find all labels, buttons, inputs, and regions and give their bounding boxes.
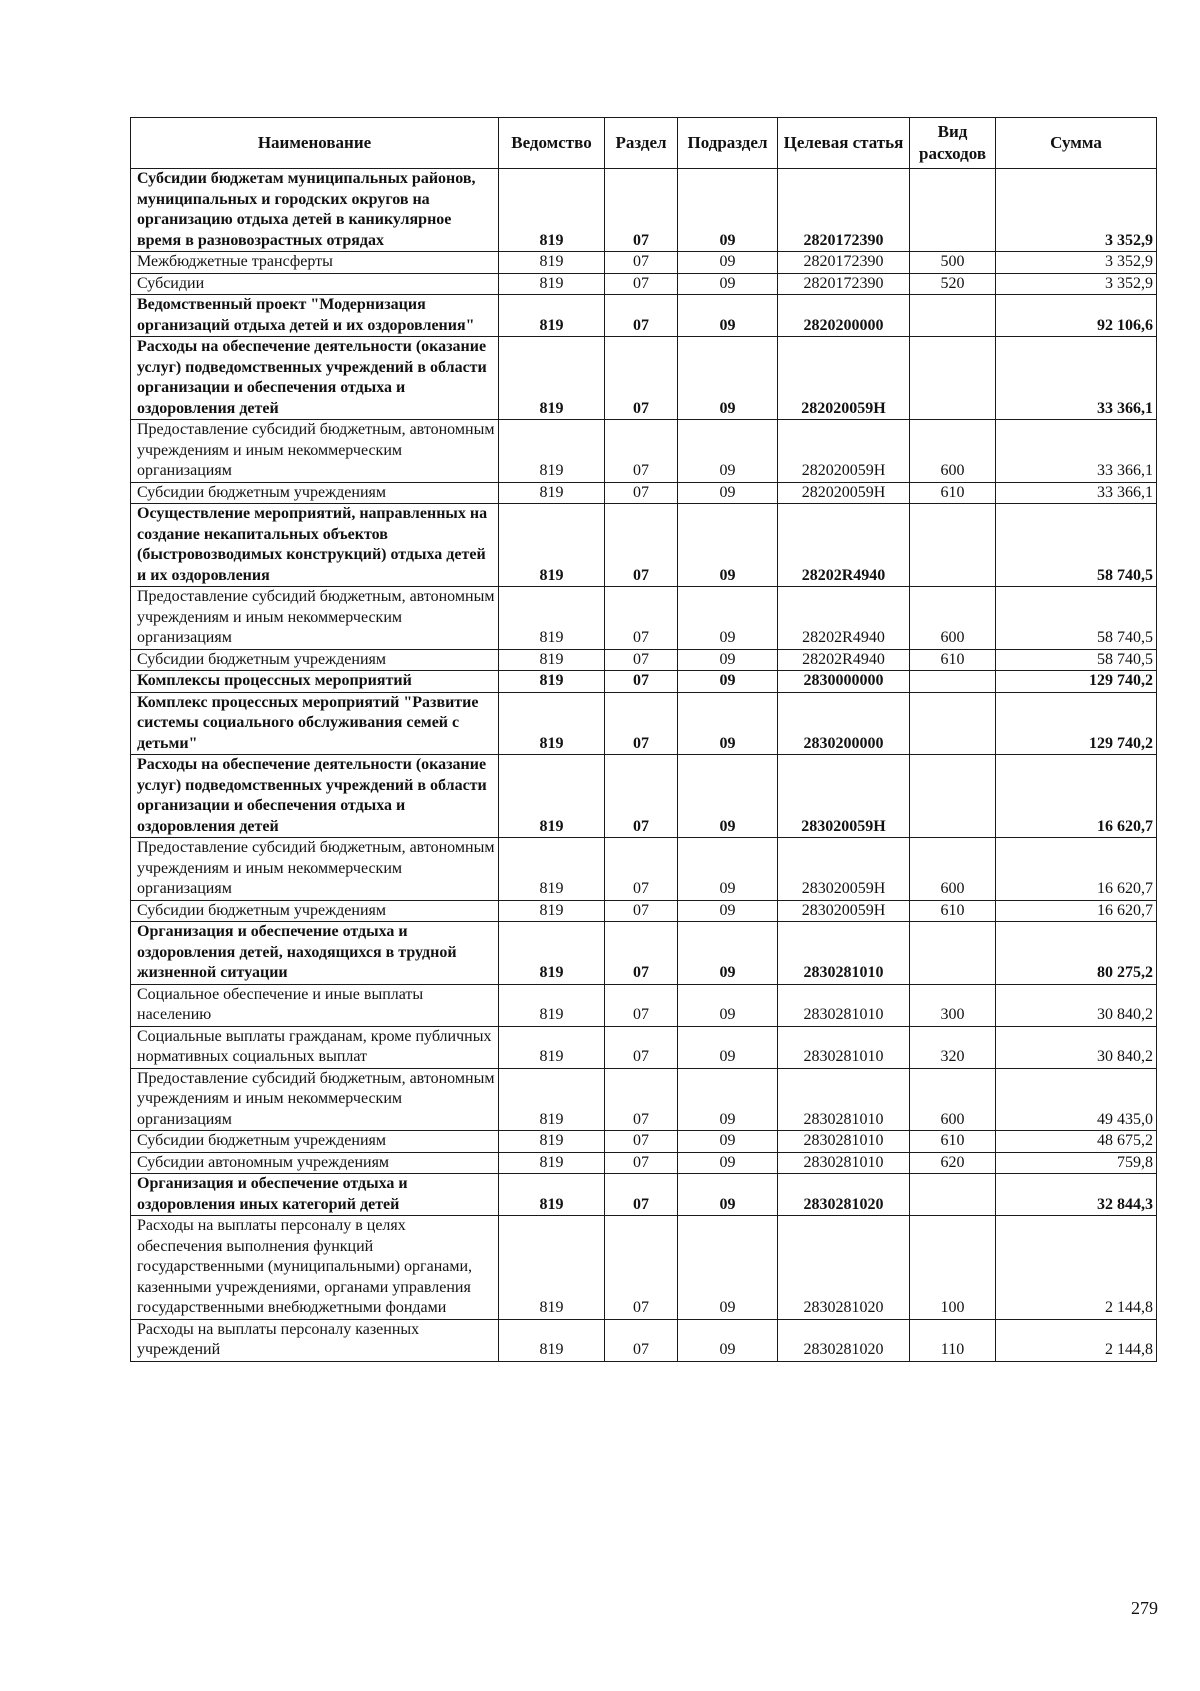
- cell-subsection: 09: [678, 1319, 778, 1361]
- cell-department: 819: [499, 1152, 605, 1174]
- cell-section: 07: [605, 252, 678, 274]
- cell-section: 07: [605, 169, 678, 252]
- table-row: [131, 900, 1157, 922]
- cell-department: 819: [499, 252, 605, 274]
- table-row: [131, 692, 1157, 755]
- cell-subsection: 09: [678, 420, 778, 483]
- header-target: Целевая статья: [778, 118, 910, 169]
- cell-amount: 16 620,7: [996, 755, 1157, 838]
- cell-amount: 3 352,9: [996, 169, 1157, 252]
- cell-name: Организация и обеспечение отдыха и оздоровления иных категорий детей: [131, 1174, 499, 1216]
- cell-amount: 58 740,5: [996, 504, 1157, 587]
- cell-section: 07: [605, 922, 678, 985]
- cell-expense-type: 610: [910, 900, 996, 922]
- cell-department: 819: [499, 169, 605, 252]
- cell-target: 28202R4940: [778, 649, 910, 671]
- table-row: [131, 587, 1157, 650]
- cell-expense-type: 300: [910, 984, 996, 1026]
- cell-department: 819: [499, 900, 605, 922]
- cell-department: 819: [499, 838, 605, 901]
- cell-section: 07: [605, 337, 678, 420]
- table-row: [131, 1068, 1157, 1131]
- cell-amount: 759,8: [996, 1152, 1157, 1174]
- table-row: [131, 1026, 1157, 1068]
- cell-name: Субсидии бюджетным учреждениям: [131, 482, 499, 504]
- cell-amount: 33 366,1: [996, 337, 1157, 420]
- cell-department: 819: [499, 1319, 605, 1361]
- cell-expense-type: [910, 692, 996, 755]
- cell-department: 819: [499, 692, 605, 755]
- cell-name: Комплексы процессных мероприятий: [131, 671, 499, 693]
- cell-target: 2830281010: [778, 984, 910, 1026]
- table-row: [131, 273, 1157, 295]
- page-number: 279: [1131, 1598, 1158, 1618]
- cell-expense-type: [910, 504, 996, 587]
- cell-expense-type: [910, 169, 996, 252]
- table-row: [131, 649, 1157, 671]
- cell-department: 819: [499, 587, 605, 650]
- cell-department: 819: [499, 273, 605, 295]
- cell-name: Социальное обеспечение и иные выплаты населению: [131, 984, 499, 1026]
- cell-name: Субсидии бюджетам муниципальных районов, муниципальных и городских округов на организацию отдыха детей в каникулярное время в разновозрастных отрядах: [131, 169, 499, 252]
- cell-expense-type: 500: [910, 252, 996, 274]
- cell-subsection: 09: [678, 692, 778, 755]
- header-amount: Сумма: [996, 118, 1157, 169]
- header-subsection: Подраздел: [678, 118, 778, 169]
- cell-department: 819: [499, 649, 605, 671]
- cell-name: Социальные выплаты гражданам, кроме публичных нормативных социальных выплат: [131, 1026, 499, 1068]
- cell-target: 2830281010: [778, 1131, 910, 1153]
- cell-expense-type: 610: [910, 1131, 996, 1153]
- table-row: [131, 337, 1157, 420]
- cell-department: 819: [499, 1131, 605, 1153]
- cell-target: 28202R4940: [778, 504, 910, 587]
- cell-target: 28202R4940: [778, 587, 910, 650]
- cell-target: 282020059Н: [778, 337, 910, 420]
- cell-subsection: 09: [678, 649, 778, 671]
- cell-target: 2820172390: [778, 273, 910, 295]
- cell-expense-type: [910, 1174, 996, 1216]
- cell-section: 07: [605, 587, 678, 650]
- cell-name: Предоставление субсидий бюджетным, автономным учреждениям и иным некоммерческим организациям: [131, 1068, 499, 1131]
- cell-section: 07: [605, 838, 678, 901]
- table-row: [131, 504, 1157, 587]
- cell-expense-type: [910, 337, 996, 420]
- cell-department: 819: [499, 482, 605, 504]
- cell-expense-type: 600: [910, 587, 996, 650]
- cell-target: 2830281020: [778, 1216, 910, 1320]
- cell-subsection: 09: [678, 900, 778, 922]
- cell-target: 2830000000: [778, 671, 910, 693]
- header-section: Раздел: [605, 118, 678, 169]
- cell-name: Расходы на выплаты персоналу казенных учреждений: [131, 1319, 499, 1361]
- cell-target: 2830281020: [778, 1174, 910, 1216]
- cell-department: 819: [499, 420, 605, 483]
- cell-amount: 2 144,8: [996, 1319, 1157, 1361]
- cell-target: 283020059Н: [778, 755, 910, 838]
- cell-department: 819: [499, 1174, 605, 1216]
- cell-expense-type: [910, 922, 996, 985]
- cell-department: 819: [499, 337, 605, 420]
- cell-amount: 129 740,2: [996, 671, 1157, 693]
- cell-amount: 3 352,9: [996, 252, 1157, 274]
- cell-name: Расходы на обеспечение деятельности (оказание услуг) подведомственных учреждений в области организации и обеспечения отдыха и оздоровления детей: [131, 755, 499, 838]
- cell-subsection: 09: [678, 984, 778, 1026]
- cell-section: 07: [605, 900, 678, 922]
- cell-amount: 92 106,6: [996, 295, 1157, 337]
- cell-amount: 33 366,1: [996, 420, 1157, 483]
- cell-amount: 32 844,3: [996, 1174, 1157, 1216]
- cell-department: 819: [499, 984, 605, 1026]
- cell-name: Комплекс процессных мероприятий "Развитие системы социального обслуживания семей с детьми": [131, 692, 499, 755]
- cell-subsection: 09: [678, 1068, 778, 1131]
- cell-amount: 49 435,0: [996, 1068, 1157, 1131]
- cell-department: 819: [499, 504, 605, 587]
- cell-department: 819: [499, 1216, 605, 1320]
- cell-section: 07: [605, 1216, 678, 1320]
- cell-department: 819: [499, 1068, 605, 1131]
- cell-name: Субсидии автономным учреждениям: [131, 1152, 499, 1174]
- cell-department: 819: [499, 1026, 605, 1068]
- cell-section: 07: [605, 692, 678, 755]
- cell-expense-type: 600: [910, 1068, 996, 1131]
- cell-department: 819: [499, 922, 605, 985]
- cell-section: 07: [605, 295, 678, 337]
- cell-name: Субсидии бюджетным учреждениям: [131, 1131, 499, 1153]
- cell-subsection: 09: [678, 1026, 778, 1068]
- cell-subsection: 09: [678, 1131, 778, 1153]
- cell-target: 2830281010: [778, 1026, 910, 1068]
- cell-section: 07: [605, 1026, 678, 1068]
- cell-amount: 16 620,7: [996, 900, 1157, 922]
- cell-expense-type: 610: [910, 649, 996, 671]
- cell-target: 2830281020: [778, 1319, 910, 1361]
- cell-section: 07: [605, 482, 678, 504]
- table-row: [131, 420, 1157, 483]
- cell-department: 819: [499, 755, 605, 838]
- table-row: [131, 1319, 1157, 1361]
- table-row: [131, 295, 1157, 337]
- cell-target: 2830200000: [778, 692, 910, 755]
- cell-section: 07: [605, 1152, 678, 1174]
- table-row: [131, 984, 1157, 1026]
- cell-target: 2820200000: [778, 295, 910, 337]
- cell-section: 07: [605, 1319, 678, 1361]
- cell-section: 07: [605, 755, 678, 838]
- table-row: [131, 838, 1157, 901]
- cell-expense-type: 520: [910, 273, 996, 295]
- cell-target: 2820172390: [778, 169, 910, 252]
- cell-section: 07: [605, 1174, 678, 1216]
- cell-amount: 3 352,9: [996, 273, 1157, 295]
- table-row: [131, 1216, 1157, 1320]
- cell-name: Субсидии бюджетным учреждениям: [131, 900, 499, 922]
- cell-amount: 16 620,7: [996, 838, 1157, 901]
- table-row: [131, 1131, 1157, 1153]
- cell-amount: 33 366,1: [996, 482, 1157, 504]
- cell-subsection: 09: [678, 252, 778, 274]
- cell-name: Субсидии бюджетным учреждениям: [131, 649, 499, 671]
- cell-name: Расходы на обеспечение деятельности (оказание услуг) подведомственных учреждений в области организации и обеспечения отдыха и оздоровления детей: [131, 337, 499, 420]
- cell-amount: 2 144,8: [996, 1216, 1157, 1320]
- cell-section: 07: [605, 420, 678, 483]
- cell-amount: 48 675,2: [996, 1131, 1157, 1153]
- table-row: [131, 755, 1157, 838]
- cell-subsection: 09: [678, 169, 778, 252]
- cell-expense-type: [910, 671, 996, 693]
- cell-amount: 58 740,5: [996, 587, 1157, 650]
- cell-expense-type: 100: [910, 1216, 996, 1320]
- cell-expense-type: 600: [910, 838, 996, 901]
- cell-department: 819: [499, 295, 605, 337]
- table-row: [131, 1152, 1157, 1174]
- table-row: [131, 169, 1157, 252]
- cell-name: Ведомственный проект "Модернизация организаций отдыха детей и их оздоровления": [131, 295, 499, 337]
- cell-expense-type: 320: [910, 1026, 996, 1068]
- cell-expense-type: 600: [910, 420, 996, 483]
- cell-target: 2830281010: [778, 922, 910, 985]
- cell-department: 819: [499, 671, 605, 693]
- cell-section: 07: [605, 1068, 678, 1131]
- cell-section: 07: [605, 984, 678, 1026]
- cell-name: Расходы на выплаты персоналу в целях обеспечения выполнения функций государственными (муниципальными) органами, казенными учреждениями, органами управления государственными внебюджетными фондами: [131, 1216, 499, 1320]
- cell-target: 2820172390: [778, 252, 910, 274]
- cell-section: 07: [605, 1131, 678, 1153]
- cell-section: 07: [605, 273, 678, 295]
- cell-amount: 30 840,2: [996, 984, 1157, 1026]
- cell-expense-type: [910, 295, 996, 337]
- cell-target: 283020059Н: [778, 900, 910, 922]
- cell-target: 282020059Н: [778, 482, 910, 504]
- cell-name: Межбюджетные трансферты: [131, 252, 499, 274]
- cell-target: 282020059Н: [778, 420, 910, 483]
- header-expense-type: Вид расходов: [910, 118, 996, 169]
- budget-table: [130, 117, 1157, 1362]
- cell-amount: 129 740,2: [996, 692, 1157, 755]
- cell-name: Субсидии: [131, 273, 499, 295]
- header-name: Наименование: [131, 118, 499, 169]
- cell-section: 07: [605, 504, 678, 587]
- cell-subsection: 09: [678, 273, 778, 295]
- cell-subsection: 09: [678, 838, 778, 901]
- table-row: [131, 922, 1157, 985]
- cell-target: 2830281010: [778, 1068, 910, 1131]
- cell-target: 283020059Н: [778, 838, 910, 901]
- cell-subsection: 09: [678, 1174, 778, 1216]
- cell-section: 07: [605, 671, 678, 693]
- table-row: [131, 482, 1157, 504]
- cell-name: Осуществление мероприятий, направленных на создание некапитальных объектов (быстровозводимых конструкций) отдыха детей и их оздоровления: [131, 504, 499, 587]
- cell-name: Предоставление субсидий бюджетным, автономным учреждениям и иным некоммерческим организациям: [131, 587, 499, 650]
- cell-subsection: 09: [678, 587, 778, 650]
- cell-section: 07: [605, 649, 678, 671]
- cell-subsection: 09: [678, 755, 778, 838]
- cell-subsection: 09: [678, 1152, 778, 1174]
- cell-expense-type: 620: [910, 1152, 996, 1174]
- cell-amount: 80 275,2: [996, 922, 1157, 985]
- cell-name: Предоставление субсидий бюджетным, автономным учреждениям и иным некоммерческим организациям: [131, 420, 499, 483]
- cell-subsection: 09: [678, 671, 778, 693]
- cell-subsection: 09: [678, 1216, 778, 1320]
- cell-name: Организация и обеспечение отдыха и оздоровления детей, находящихся в трудной жизненной ситуации: [131, 922, 499, 985]
- cell-subsection: 09: [678, 504, 778, 587]
- cell-subsection: 09: [678, 337, 778, 420]
- cell-expense-type: [910, 755, 996, 838]
- cell-subsection: 09: [678, 922, 778, 985]
- header-department: Ведомство: [499, 118, 605, 169]
- cell-expense-type: 110: [910, 1319, 996, 1361]
- cell-amount: 30 840,2: [996, 1026, 1157, 1068]
- cell-expense-type: 610: [910, 482, 996, 504]
- table-body: [131, 169, 1157, 1362]
- table-row: [131, 252, 1157, 274]
- table-header-row: [131, 118, 1157, 169]
- cell-subsection: 09: [678, 295, 778, 337]
- cell-name: Предоставление субсидий бюджетным, автономным учреждениям и иным некоммерческим организациям: [131, 838, 499, 901]
- cell-subsection: 09: [678, 482, 778, 504]
- cell-target: 2830281010: [778, 1152, 910, 1174]
- cell-amount: 58 740,5: [996, 649, 1157, 671]
- table-row: [131, 1174, 1157, 1216]
- table-row: [131, 671, 1157, 693]
